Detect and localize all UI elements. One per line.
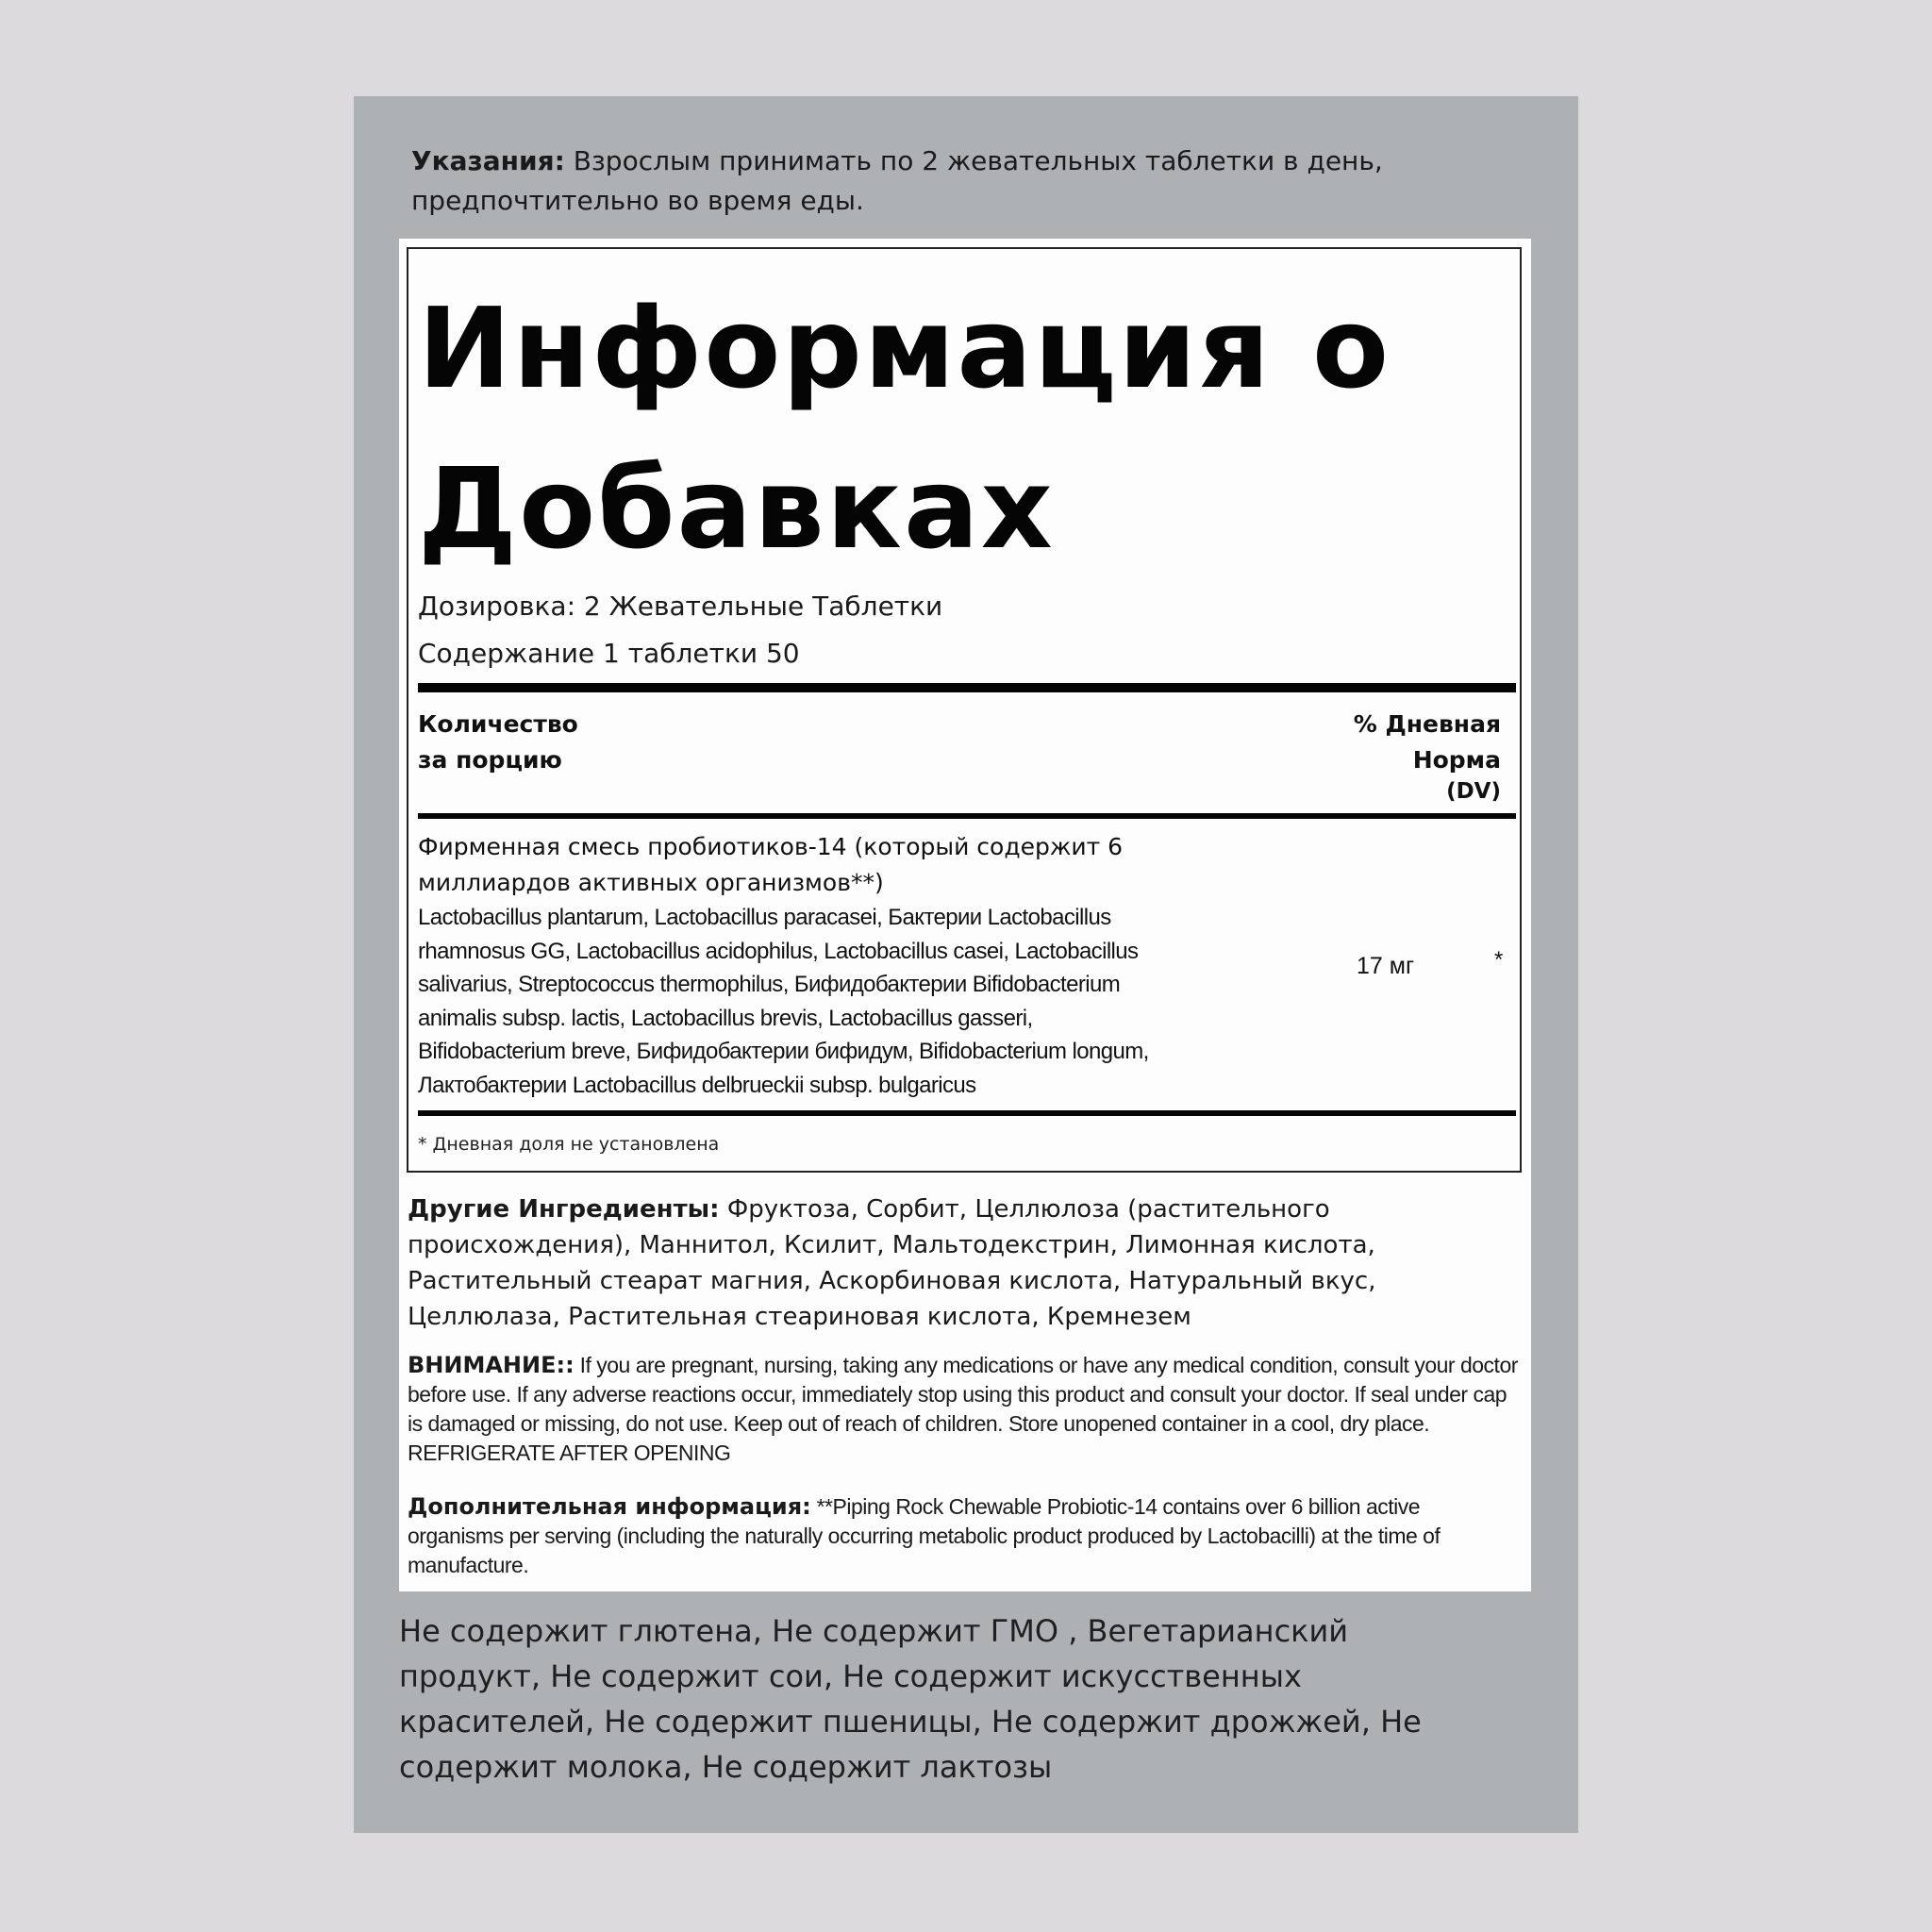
- directions-label: Указания:: [411, 145, 565, 176]
- additional-info-text: **Piping Rock Chewable Probiotic-14 contains over 6 billion active organisms per serving (including the naturally occurring metabolic product produced by Lactobacilli) at the time of manufacture.: [408, 1494, 1441, 1577]
- servings-per-container: Содержание 1 таблетки 50: [418, 638, 800, 669]
- blend-name: Фирменная смесь пробиотиков-14 (который содержит 6 миллиардов активных организмов**): [418, 833, 1124, 896]
- header-divider: [418, 813, 1516, 819]
- thick-divider: [418, 683, 1516, 692]
- free-from-claims: Не содержит глютена, Не содержит ГМО , Вегетарианский продукт, Не содержит сои, Не содержит искусственных красителей, Не содержит пшеницы, Не содержит дрожжей, Не содержит молока, Не содержит лактозы: [399, 1613, 1422, 1785]
- other-ingredients-label: Другие Ингредиенты:: [408, 1195, 720, 1224]
- supplement-facts-title: Информация о Добавках: [418, 283, 1391, 574]
- additional-info: [408, 1492, 1521, 1580]
- serving-size: Дозировка: 2 Жевательные Таблетки: [418, 591, 943, 622]
- directions-text: Взрослым принимать по 2 жевательных таблетки в день, предпочтительно во время еды.: [411, 145, 1383, 216]
- ingredient-row: [418, 829, 1154, 1102]
- blend-strains: Lactobacillus plantarum, Lactobacillus paracasei, Бактерии Lactobacillus rhamnosus GG, Lactobacillus acidophilus, Lactobacillus casei, Lactobacillus salivarius, Streptococcus thermophilus, Бифидобактерии Bifidobacterium animalis subsp. lactis, Lactobacillus brevis, Lactobacillus gasseri, Bifidobacterium breve, Бифидобактерии бифидум, Bifidobacterium longum, Лактобактерии Lactobacillus delbrueckii subsp. bulgaricus: [418, 905, 1149, 1098]
- other-ingredients-text: Фруктоза, Сорбит, Целлюлоза (растительного происхождения), Маннитол, Ксилит, Мальтодекстрин, Лимонная кислота, Растительный стеарат магния, Аскорбиновая кислота, Натуральный вкус, Целлюлаза, Растительная стеариновая кислота, Кремнезем: [408, 1195, 1376, 1331]
- supplement-facts-box: [407, 247, 1522, 1173]
- other-ingredients: [408, 1191, 1521, 1335]
- blend-daily-value: *: [1494, 947, 1504, 973]
- warning-label: ВНИМАНИЕ::: [408, 1352, 575, 1378]
- warning-text: If you are pregnant, nursing, taking any medications or have any medical condition, consult your doctor before use. If any adverse reactions occur, immediately stop using this product and consult your doctor. If seal under cap is damaged or missing, do not use. Keep out of reach of children. Store unopened container in a cool, dry place. REFRIGERATE AFTER OPENING: [408, 1353, 1518, 1465]
- amount-per-serving-header: Количество за порцию: [418, 710, 578, 774]
- blend-amount: 17 мг: [1357, 953, 1415, 979]
- daily-value-header: % Дневная Норма (DV): [1353, 710, 1501, 804]
- warning: [408, 1351, 1521, 1468]
- daily-value-footnote: * Дневная доля не установлена: [418, 1134, 720, 1155]
- directions: [411, 142, 1496, 221]
- additional-info-label: Дополнительная информация:: [408, 1493, 811, 1520]
- footer-divider: [418, 1110, 1516, 1116]
